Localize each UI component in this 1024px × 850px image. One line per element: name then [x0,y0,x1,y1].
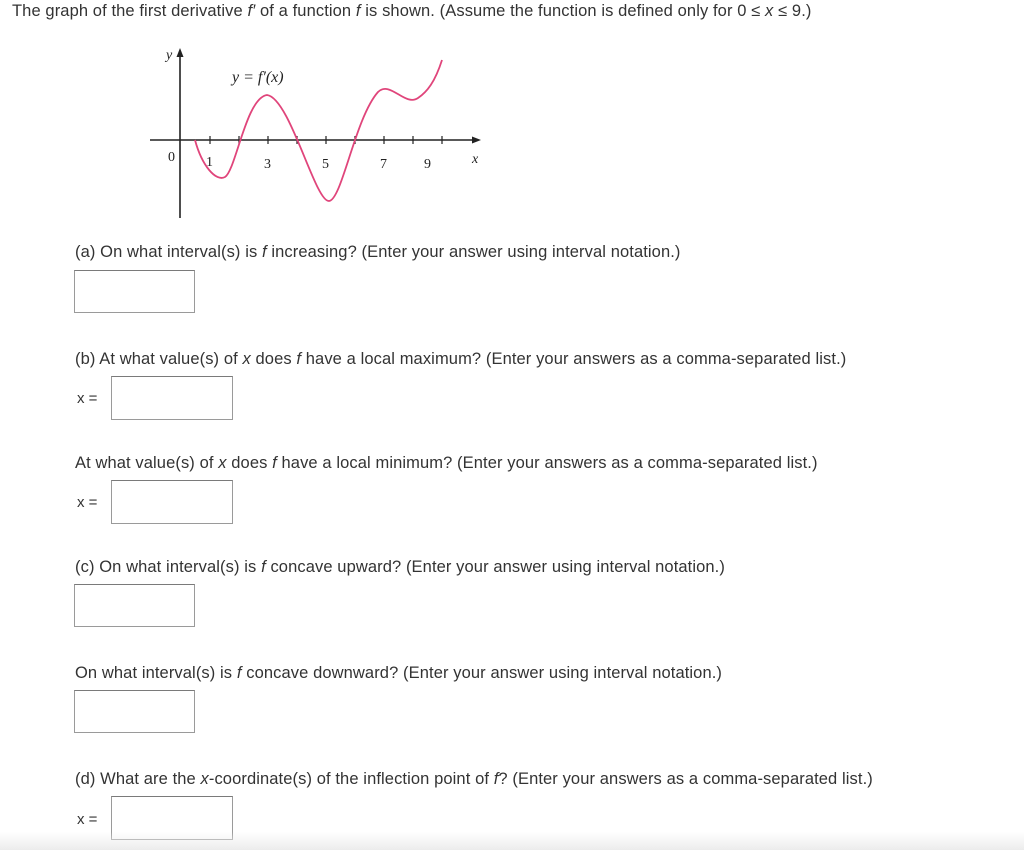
question-c-text-1: (c) On what interval(s) is [75,558,262,576]
f-symbol: f [236,664,242,682]
x-symbol: x [242,350,251,368]
curve-label: y = f′(x) [232,69,284,86]
question-c-down-text-1: On what interval(s) is [75,664,237,682]
question-d-text-2: -coordinate(s) of the inflection point of [208,770,494,788]
intro-text-4: ≤ 9.) [773,2,812,20]
local-minimum-input[interactable] [111,480,233,524]
f-symbol: f [262,243,267,261]
question-b-min-text-1: At what value(s) of [75,454,219,472]
derivative-graph [140,40,500,225]
x-equals-label: x = [77,811,98,828]
question-b-min [75,454,818,473]
x-symbol: x [765,2,774,20]
question-b-text-1: (b) At what value(s) of [75,350,243,368]
question-d-text-1: (d) What are the [75,770,201,788]
question-c-text-2: concave upward? (Enter your answer using interval notation.) [265,558,725,576]
tick-label-3: 3 [264,157,271,172]
tick-label-5: 5 [322,157,329,172]
x-symbol: x [200,770,209,788]
question-b-max [75,350,846,369]
f-symbol: f [296,350,302,368]
question-a [75,243,681,262]
question-a-text-2: increasing? (Enter your answer using interval notation.) [266,243,681,261]
concave-upward-input[interactable] [74,584,195,627]
question-c-up [75,558,725,577]
y-axis-label: y [166,48,173,63]
question-b-text-3: have a local maximum? (Enter your answers as a comma-separated list.) [301,350,847,368]
question-d [75,770,873,789]
f-symbol: f [355,2,361,20]
question-b-text-2: does [250,350,297,368]
question-b-min-text-2: does [226,454,273,472]
y-axis-arrow [177,48,184,57]
x-axis-arrow [472,137,481,144]
question-c-down [75,664,722,683]
question-c-down-text-2: concave downward? (Enter your answer using interval notation.) [241,664,723,682]
x-symbol: x [218,454,227,472]
question-a-text-1: (a) On what interval(s) is [75,243,262,261]
increasing-interval-input[interactable] [74,270,195,313]
x-equals-label: x = [77,494,98,511]
question-d-text-3: ? (Enter your answers as a comma-separated list.) [498,770,873,788]
f-symbol: f [261,558,266,576]
tick-label-9: 9 [424,157,431,172]
x-equals-label: x = [77,390,98,407]
f-symbol: f [493,770,499,788]
tick-label-1: 1 [206,155,213,170]
tick-label-7: 7 [380,157,387,172]
f-symbol: f [272,454,277,472]
intro-text-1: The graph of the first derivative [12,2,248,20]
concave-downward-input[interactable] [74,690,195,733]
x-axis-label: x [472,152,479,167]
intro-text-2: of a function [255,2,356,20]
local-maximum-input[interactable] [111,376,233,420]
bottom-fade [0,832,1024,850]
problem-statement [12,2,811,21]
intro-text-3: is shown. (Assume the function is defined only for 0 ≤ [360,2,766,20]
question-b-min-text-3: have a local minimum? (Enter your answers as a comma-separated list.) [276,454,818,472]
origin-label: 0 [168,150,175,165]
f-prime-symbol: f′ [247,2,256,20]
